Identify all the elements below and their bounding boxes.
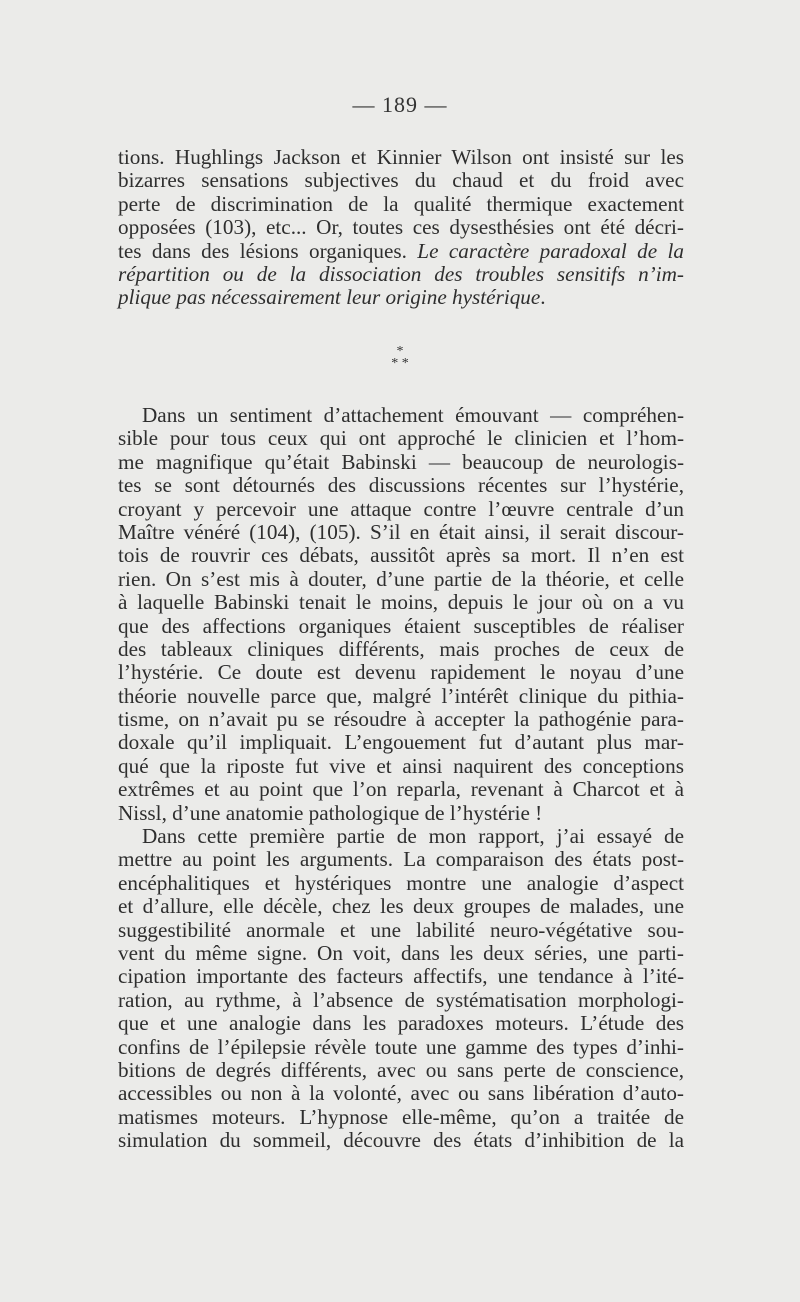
text-line bbox=[118, 708, 684, 731]
roman-text: encéphalitiques et hystériques montre une analogie d’aspect bbox=[118, 870, 684, 895]
text-line bbox=[118, 848, 684, 871]
roman-text: accessibles ou non à la volonté, avec ou sans libération d’auto- bbox=[118, 1081, 684, 1106]
text-line bbox=[118, 989, 684, 1012]
roman-text: extrêmes et au point que l’on reparla, revenant à Charcot et à bbox=[118, 777, 684, 802]
paragraph-babinski bbox=[118, 404, 684, 1153]
italic-text: Le caractère paradoxal de la bbox=[417, 238, 684, 263]
roman-text: tions. Hughlings Jackson et Kinnier Wilson ont insisté sur les bbox=[118, 145, 684, 169]
roman-text: vent du même signe. On voit, dans les deux séries, une parti- bbox=[118, 940, 684, 965]
roman-text: théorie nouvelle parce que, malgré l’intérêt clinique du pithia- bbox=[118, 683, 684, 708]
text-line bbox=[118, 685, 684, 708]
text-line bbox=[118, 661, 684, 684]
text-line bbox=[118, 216, 684, 239]
asterism-bottom: * * bbox=[391, 356, 409, 371]
text-line bbox=[118, 544, 684, 567]
text-line bbox=[118, 731, 684, 754]
text-line bbox=[118, 872, 684, 895]
roman-text: mettre au point les arguments. La comparaison des états post- bbox=[118, 847, 684, 872]
roman-text: Dans cette première partie de mon rapport, j’ai essayé de bbox=[142, 824, 684, 849]
roman-text: qué que la riposte fut vive et ainsi naquirent des conceptions bbox=[118, 753, 684, 778]
roman-text: tois de rouvrir ces débats, aussitôt après sa mort. Il n’en est bbox=[118, 543, 684, 568]
text-line bbox=[118, 1036, 684, 1059]
roman-text: me magnifique qu’était Babinski — beaucoup de neurologis- bbox=[118, 449, 684, 474]
italic-text: plique pas nécessairement leur origine hystérique bbox=[118, 285, 541, 310]
text-line bbox=[118, 1012, 684, 1035]
roman-text: . bbox=[540, 285, 546, 310]
text-line bbox=[118, 404, 684, 427]
text-line bbox=[118, 568, 684, 591]
roman-text: que des affections organiques étaient susceptibles de réaliser bbox=[118, 613, 684, 638]
roman-text: Maître vénéré (104), (105). S’il en était ainsi, il serait discour- bbox=[118, 519, 684, 544]
text-line bbox=[118, 1106, 684, 1129]
text-line bbox=[118, 286, 684, 309]
roman-text: Nissl, d’une anatomie pathologique de l’hystérie ! bbox=[118, 800, 543, 825]
roman-text: doxale qu’il impliquait. L’engouement fut d’autant plus mar- bbox=[118, 730, 684, 755]
asterism-top: * bbox=[396, 344, 404, 359]
text-line bbox=[118, 638, 684, 661]
text-line bbox=[118, 427, 684, 450]
text-line bbox=[118, 755, 684, 778]
section-separator-asterism bbox=[0, 346, 800, 370]
roman-text: et d’allure, elle décèle, chez les deux groupes de malades, une bbox=[118, 894, 684, 919]
text-line bbox=[118, 263, 684, 286]
roman-text: opposées (103), etc... Or, toutes ces dysesthésies ont été décri- bbox=[118, 215, 684, 240]
text-line bbox=[118, 778, 684, 801]
text-line bbox=[118, 965, 684, 988]
text-line bbox=[118, 615, 684, 638]
roman-text: simulation du sommeil, découvre des états d’inhibition de la bbox=[118, 1128, 684, 1153]
text-line bbox=[118, 591, 684, 614]
roman-text: cipation importante des facteurs affectifs, une tendance à l’ité- bbox=[118, 964, 684, 989]
text-line bbox=[118, 193, 684, 216]
roman-text: sible pour tous ceux qui ont approché le clinicien et l’hom- bbox=[118, 426, 684, 451]
text-line bbox=[118, 474, 684, 497]
italic-text: répartition ou de la dissociation des troubles sensitifs n’im- bbox=[118, 261, 684, 286]
roman-text: suggestibilité anormale et une labilité neuro-végétative sou- bbox=[118, 917, 684, 942]
roman-text: des tableaux cliniques différents, mais proches de ceux de bbox=[118, 636, 684, 661]
roman-text: matismes moteurs. L’hypnose elle-même, qu’on a traitée de bbox=[118, 1104, 684, 1129]
roman-text: à laquelle Babinski tenait le moins, depuis le jour où on a vu bbox=[118, 590, 684, 615]
page-number: — 189 — bbox=[352, 92, 448, 117]
text-line bbox=[118, 169, 684, 192]
roman-text: l’hystérie. Ce doute est devenu rapidement le noyau d’une bbox=[118, 660, 684, 685]
text-line bbox=[118, 942, 684, 965]
roman-text: ration, au rythme, à l’absence de systématisation morphologi- bbox=[118, 987, 684, 1012]
text-line bbox=[118, 1059, 684, 1082]
text-line bbox=[118, 895, 684, 918]
roman-text: tisme, on n’avait pu se résoudre à accepter la pathogénie para- bbox=[118, 707, 684, 732]
text-line bbox=[118, 146, 684, 169]
text-line bbox=[118, 919, 684, 942]
text-line bbox=[118, 451, 684, 474]
roman-text: rien. On s’est mis à douter, d’une partie de la théorie, et celle bbox=[118, 566, 684, 591]
paragraph-continued bbox=[118, 146, 684, 310]
text-line bbox=[118, 521, 684, 544]
roman-text: croyant y percevoir une attaque contre l’œuvre centrale d’un bbox=[118, 496, 684, 521]
roman-text: tes se sont détournés des discussions récentes sur l’hystérie, bbox=[118, 473, 684, 498]
roman-text: bizarres sensations subjectives du chaud et du froid avec bbox=[118, 168, 684, 193]
roman-text: perte de discrimination de la qualité thermique exactement bbox=[118, 191, 684, 216]
roman-text: que et une analogie dans les paradoxes moteurs. L’étude des bbox=[118, 1011, 684, 1036]
text-line bbox=[118, 1082, 684, 1105]
roman-text: Dans un sentiment d’attachement émouvant — compréhen- bbox=[142, 403, 684, 427]
roman-text: bitions de degrés différents, avec ou sans perte de conscience, bbox=[118, 1057, 684, 1082]
roman-text: confins de l’épilepsie révèle toute une gamme des types d’inhi- bbox=[118, 1034, 684, 1059]
text-line bbox=[118, 240, 684, 263]
text-line bbox=[118, 498, 684, 521]
text-line bbox=[118, 802, 684, 825]
text-line bbox=[118, 1129, 684, 1152]
text-line bbox=[118, 825, 684, 848]
roman-text: tes dans des lésions organiques. bbox=[118, 238, 418, 263]
